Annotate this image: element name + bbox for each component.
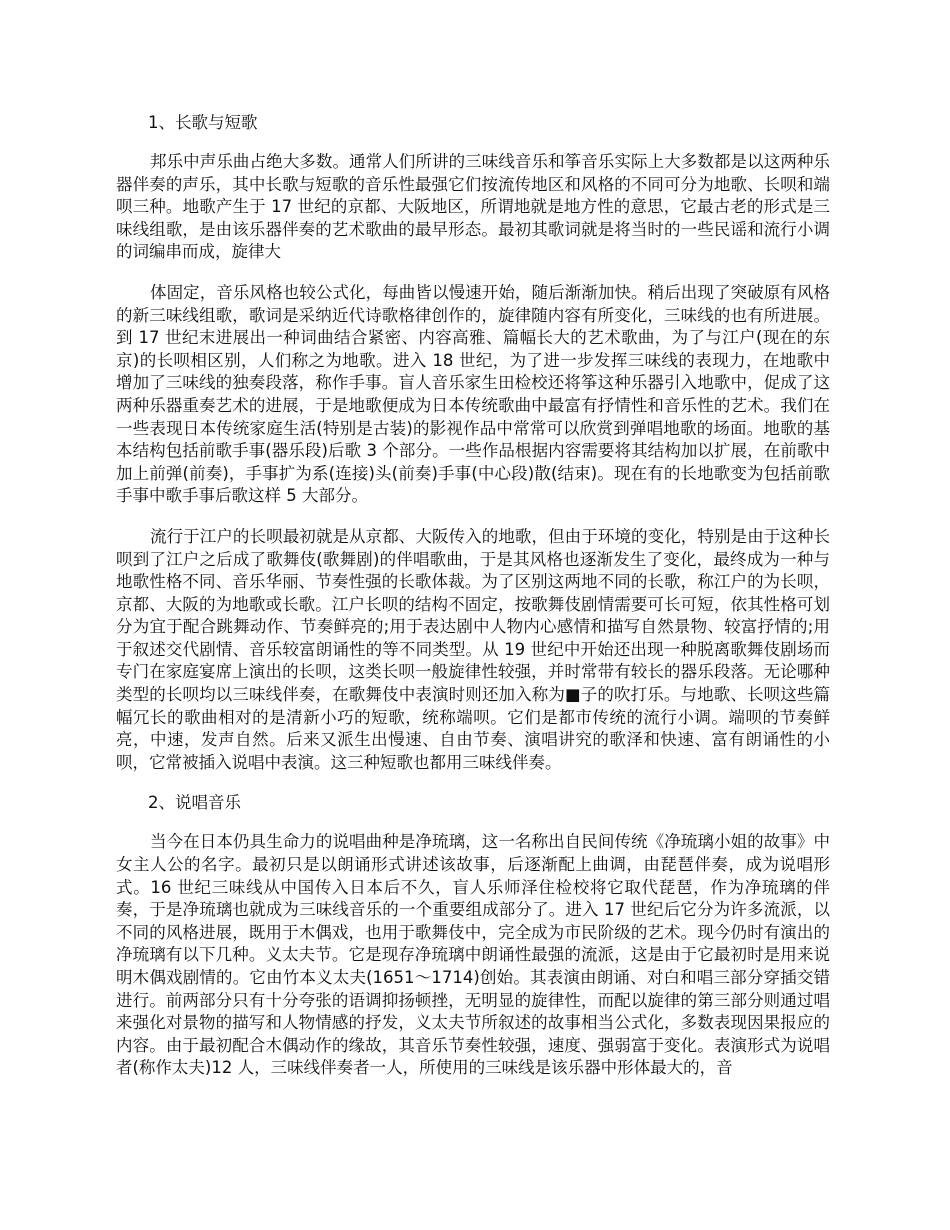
paragraph: 体固定，音乐风格也较公式化，每曲皆以慢速开始，随后渐渐加快。稍后出现了突破原有风格的新三味线组歌，歌词是采纳近代诗歌格律创作的，旋律随内容有所变化，三味线的也有所进展。到 17 世纪末进展出一种词曲结合紧密、内容高雅、篇幅长大的艺术歌曲，为了与江户(现在的东京)的长呗相区别，人们称之为地歌。进入 18 世纪，为了进一步发挥三味线的表现力，在地歌中增加了三味线的独奏段落，称作手事。盲人音乐家生田检校还将筝这种乐器引入地歌中，促成了这两种乐器重奏艺术的进展，于是地歌便成为日本传统歌曲中最富有抒情性和音乐性的艺术。我们在一些表现日本传统家庭生活(特别是古装)的影视作品中常常可以欣赏到弹唱地歌的场面。地歌的基本结构包括前歌手事(器乐段)后歌 3 个部分。一些作品根据内容需要将其结构加以扩展，在前歌中加上前弹(前奏)，手事扩为系(连接)头(前奏)手事(中心段)散(结束)。现在有的长地歌变为包括前歌手事中歌手事后歌这样 5 大部分。 — [116, 282, 830, 506]
paragraph: 流行于江户的长呗最初就是从京都、大阪传入的地歌，但由于环境的变化，特别是由于这种长呗到了江户之后成了歌舞伎(歌舞剧)的伴唱歌曲，于是其风格也逐渐发生了变化，最终成为一种与地歌性格不同、音乐华丽、节奏性强的长歌体裁。为了区别这两地不同的长歌，称江户的为长呗，京都、大阪的为地歌或长歌。江户长呗的结构不固定，按歌舞伎剧情需要可长可短，依其性格可划分为宜于配合跳舞动作、节奏鲜亮的;用于表达剧中人物内心感情和描写自然景物、较富抒情的;用于叙述交代剧情、音乐较富朗诵性的等不同类型。从 19 世纪中开始还出现一种脱离歌舞伎剧场而专门在家庭宴席上演出的长呗，这类长呗一般旋律性较强，并时常带有较长的器乐段落。无论哪种类型的长呗均以三味线伴奏，在歌舞伎中表演时则还加入称为■子的吹打乐。与地歌、长呗这些篇幅冗长的歌曲相对的是清新小巧的短歌，统称端呗。它们是都市传统的流行小调。端呗的节奏鲜亮，中速，发声自然。后来又派生出慢速、自由节奏、演唱讲究的歌泽和快速、富有朗诵性的小呗，它常被插入说唱中表演。这三种短歌也都用三味线伴奏。 — [116, 526, 830, 772]
paragraph: 当今在日本仍具生命力的说唱曲种是净琉璃，这一名称出自民间传统《净琉璃小姐的故事》中女主人公的名字。最初只是以朗诵形式讲述该故事，后逐渐配上曲调，由琵琶伴奏，成为说唱形式。16 世纪三味线从中国传入日本后不久，盲人乐师泽住检校将它取代琵琶，作为净琉璃的伴奏，于是净琉璃也就成为三味线音乐的一个重要组成部分了。进入 17 世纪后它分为许多流派，以不同的风格进展，既用于木偶戏，也用于歌舞伎中，完全成为市民阶级的艺术。现今仍时有演出的净琉璃有以下几种。义太夫节。它是现存净琉璃中朗诵性最强的流派，这是由于它最初时是用来说明木偶戏剧情的。它由竹本义太夫(1651～1714)创始。其表演由朗诵、对白和唱三部分穿插交错进行。前两部分只有十分夸张的语调抑扬顿挫，无明显的旋律性，而配以旋律的第三部分则通过唱来强化对景物的描写和人物情感的抒发，义太夫节所叙述的故事相当公式化，多数表现因果报应的内容。由于最初配合木偶动作的缘故，其音乐节奏性较强，速度、强弱富于变化。表演形式为说唱者(称作太夫)12 人，三味线伴奏者一人，所使用的三味线是该乐器中形体最大的，音 — [116, 832, 830, 1078]
section-heading-1: 1、长歌与短歌 — [148, 113, 258, 132]
section-heading-2: 2、说唱音乐 — [148, 793, 241, 813]
paragraph: 邦乐中声乐曲占绝大多数。通常人们所讲的三味线音乐和筝音乐实际上大多数都是以这两种乐器伴奏的声乐，其中长歌与短歌的音乐性最强它们按流传地区和风格的不同可分为地歌、长呗和端呗三种。地歌产生于 17 世纪的京都、大阪地区，所谓地就是地方性的意思，它最古老的形式是三味线组歌，是由该乐器伴奏的艺术歌曲的最早形态。最初其歌词就是将当时的一些民谣和流行小调的词编串而成，旋律大 — [116, 152, 830, 262]
